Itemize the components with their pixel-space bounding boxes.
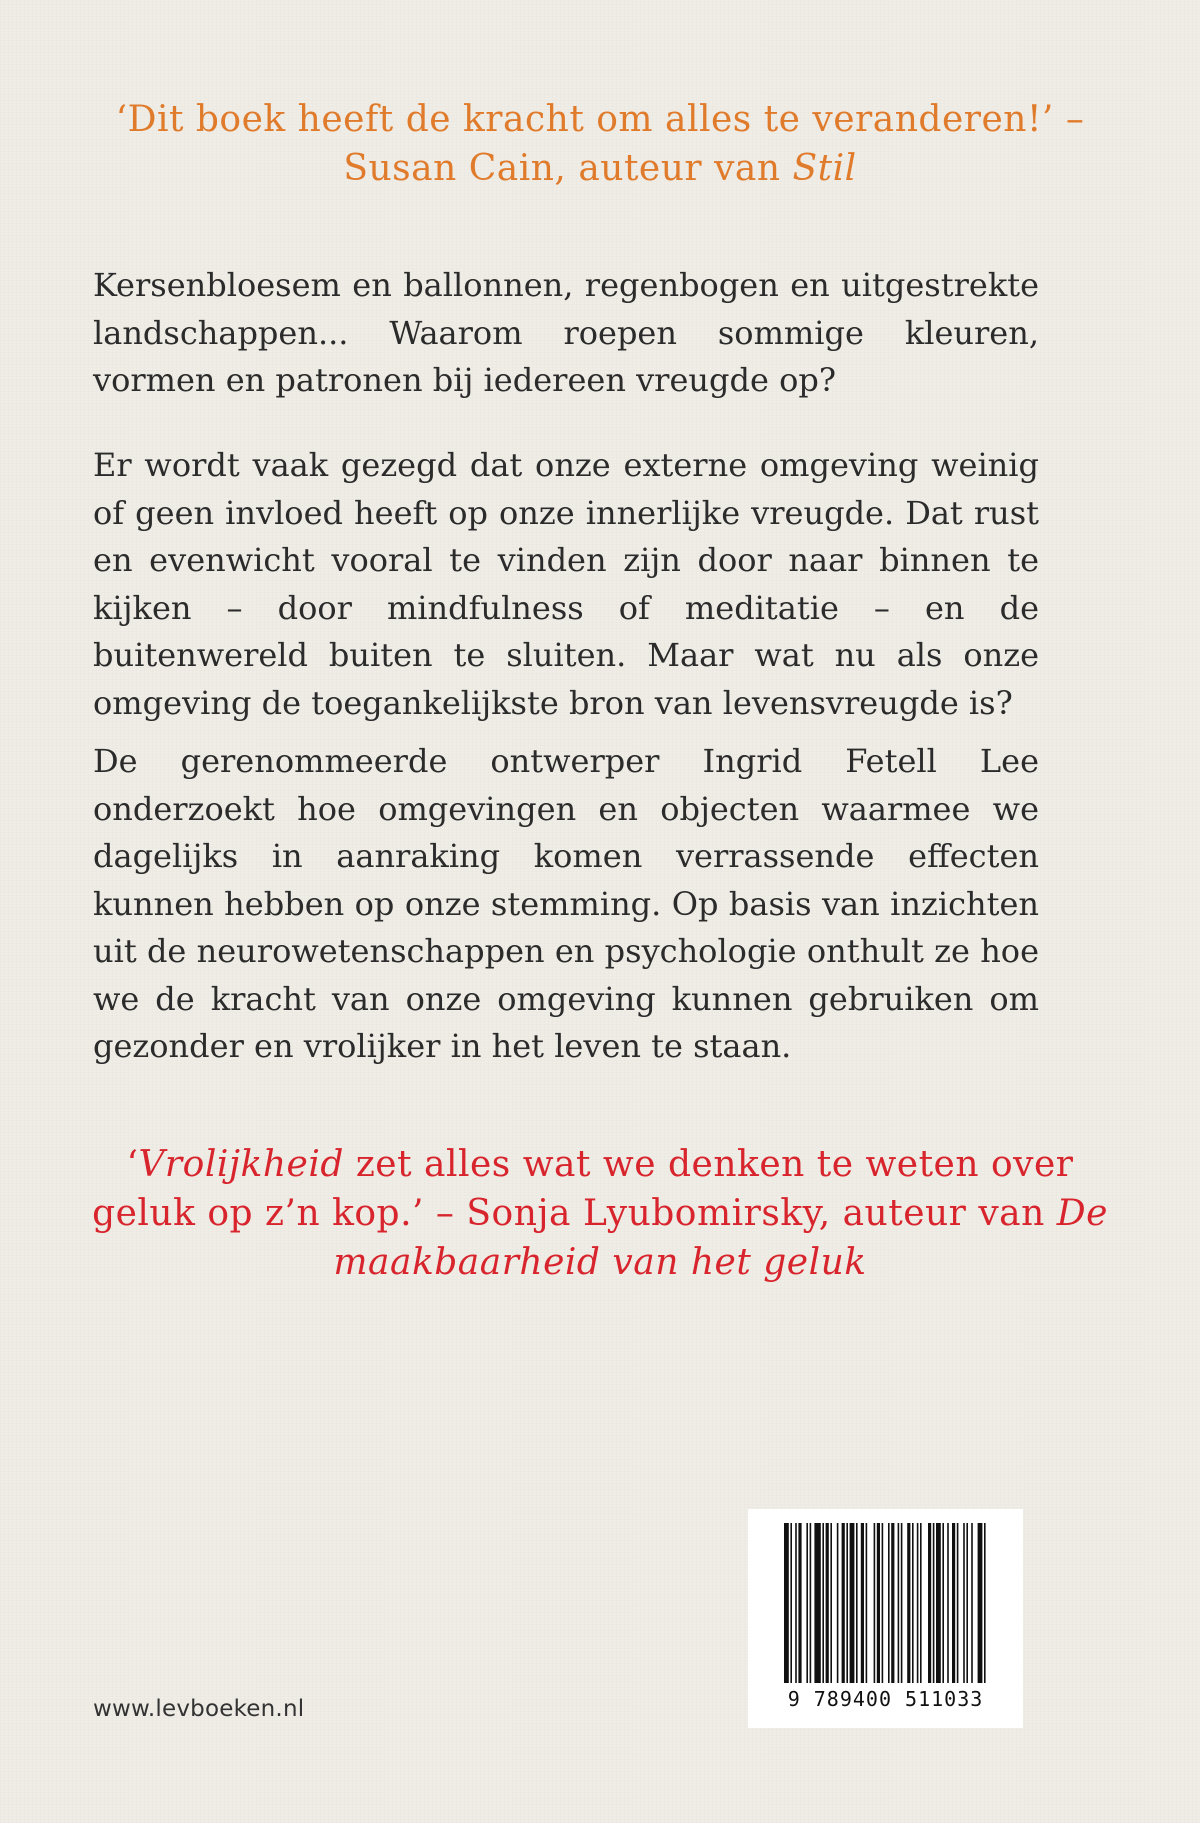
barcode-bar xyxy=(856,1523,858,1683)
barcode-bar xyxy=(963,1523,965,1683)
barcode-bar xyxy=(978,1523,983,1683)
blurb-paragraph-1: Kersenbloesem en ballonnen, regenbogen en uitgestrekte landschappen... Waarom roepen sommige kleuren, vormen en patronen bij iedereen vreugde op? xyxy=(93,266,1039,399)
barcode-bar xyxy=(822,1523,824,1683)
barcode-bar xyxy=(861,1523,864,1683)
barcode-bar xyxy=(912,1523,914,1683)
barcode-bar xyxy=(806,1523,808,1683)
quote-bottom-book-title: Vrolijkheid xyxy=(138,1144,344,1185)
barcode-bar xyxy=(928,1523,931,1683)
barcode-bar xyxy=(936,1523,941,1683)
barcode-bar xyxy=(874,1523,876,1683)
quote-bottom-text: zet alles wat we denken te weten over geluk op z’n kop.’ – Sonja Lyubomirsky, auteur van xyxy=(92,1144,1074,1234)
review-quote-bottom xyxy=(90,1140,1110,1287)
barcode-bar xyxy=(898,1523,900,1683)
barcode-bar xyxy=(798,1523,801,1683)
quote-bottom-author-book: De maakbaarheid van het geluk xyxy=(333,1193,1108,1283)
barcode-bar xyxy=(784,1523,789,1683)
blurb-paragraph-2: Er wordt vaak gezegd dat onze externe omgeving weinig of geen invloed heeft op onze innerlijke vreugde. Dat rust en evenwicht vooral te vinden zijn door naar binnen te kijken – door mindfulness of meditatie – en de buitenwereld buiten te sluiten. Maar wat nu als onze omgeving de toegankelijkste bron van levensvreugde is? xyxy=(93,446,1039,722)
barcode-bar xyxy=(837,1523,839,1683)
barcode-bar xyxy=(842,1523,845,1683)
barcode-bar xyxy=(933,1523,935,1683)
barcode-bar xyxy=(966,1523,968,1683)
barcode-bar xyxy=(984,1523,986,1683)
barcode-bar xyxy=(850,1523,855,1683)
barcode-bar xyxy=(888,1523,890,1683)
barcode-bar xyxy=(942,1523,944,1683)
barcode-bar xyxy=(795,1523,797,1683)
isbn-barcode xyxy=(748,1509,1023,1728)
barcode-bar xyxy=(882,1523,884,1683)
barcode-bar xyxy=(907,1523,910,1683)
barcode-bar xyxy=(866,1523,868,1683)
barcode-bar xyxy=(790,1523,792,1683)
barcode-bar xyxy=(917,1523,919,1683)
barcode-bar xyxy=(957,1523,959,1683)
barcode-bar xyxy=(830,1523,832,1683)
barcode-bar xyxy=(826,1523,829,1683)
quote-bottom-open-mark: ‘ xyxy=(126,1144,139,1185)
blurb-paragraph-3: De gerenommeerde ontwerper Ingrid Fetell Lee onderzoekt hoe omgevingen en objecten waarmee we dagelijks in aanraking komen verrassende effecten kunnen hebben op onze stemming. Op basis van inzichten uit de neurowetenschappen en psychologie onthult ze hoe we de kracht van onze omgeving kunnen gebruiken om gezonder en vrolijker in het leven te staan. xyxy=(93,742,1039,1065)
barcode-bar xyxy=(891,1523,894,1683)
barcode-bar xyxy=(920,1523,922,1683)
barcode-bar xyxy=(846,1523,848,1683)
barcode-bar xyxy=(877,1523,880,1683)
barcode-bar xyxy=(971,1523,973,1683)
barcode-bar xyxy=(810,1523,812,1683)
quote-top-text: ‘Dit boek heeft de kracht om alles te veranderen!’ – Susan Cain, auteur van xyxy=(115,99,1085,189)
barcode-bar xyxy=(901,1523,903,1683)
review-quote-top xyxy=(90,95,1110,193)
barcode-bar xyxy=(952,1523,955,1683)
publisher-website: www.levboeken.nl xyxy=(93,1696,305,1722)
isbn-number: 9 789400 511033 xyxy=(787,1687,984,1711)
barcode-bar xyxy=(814,1523,820,1683)
barcode-bar xyxy=(947,1523,949,1683)
quote-top-book-title: Stil xyxy=(792,148,857,189)
